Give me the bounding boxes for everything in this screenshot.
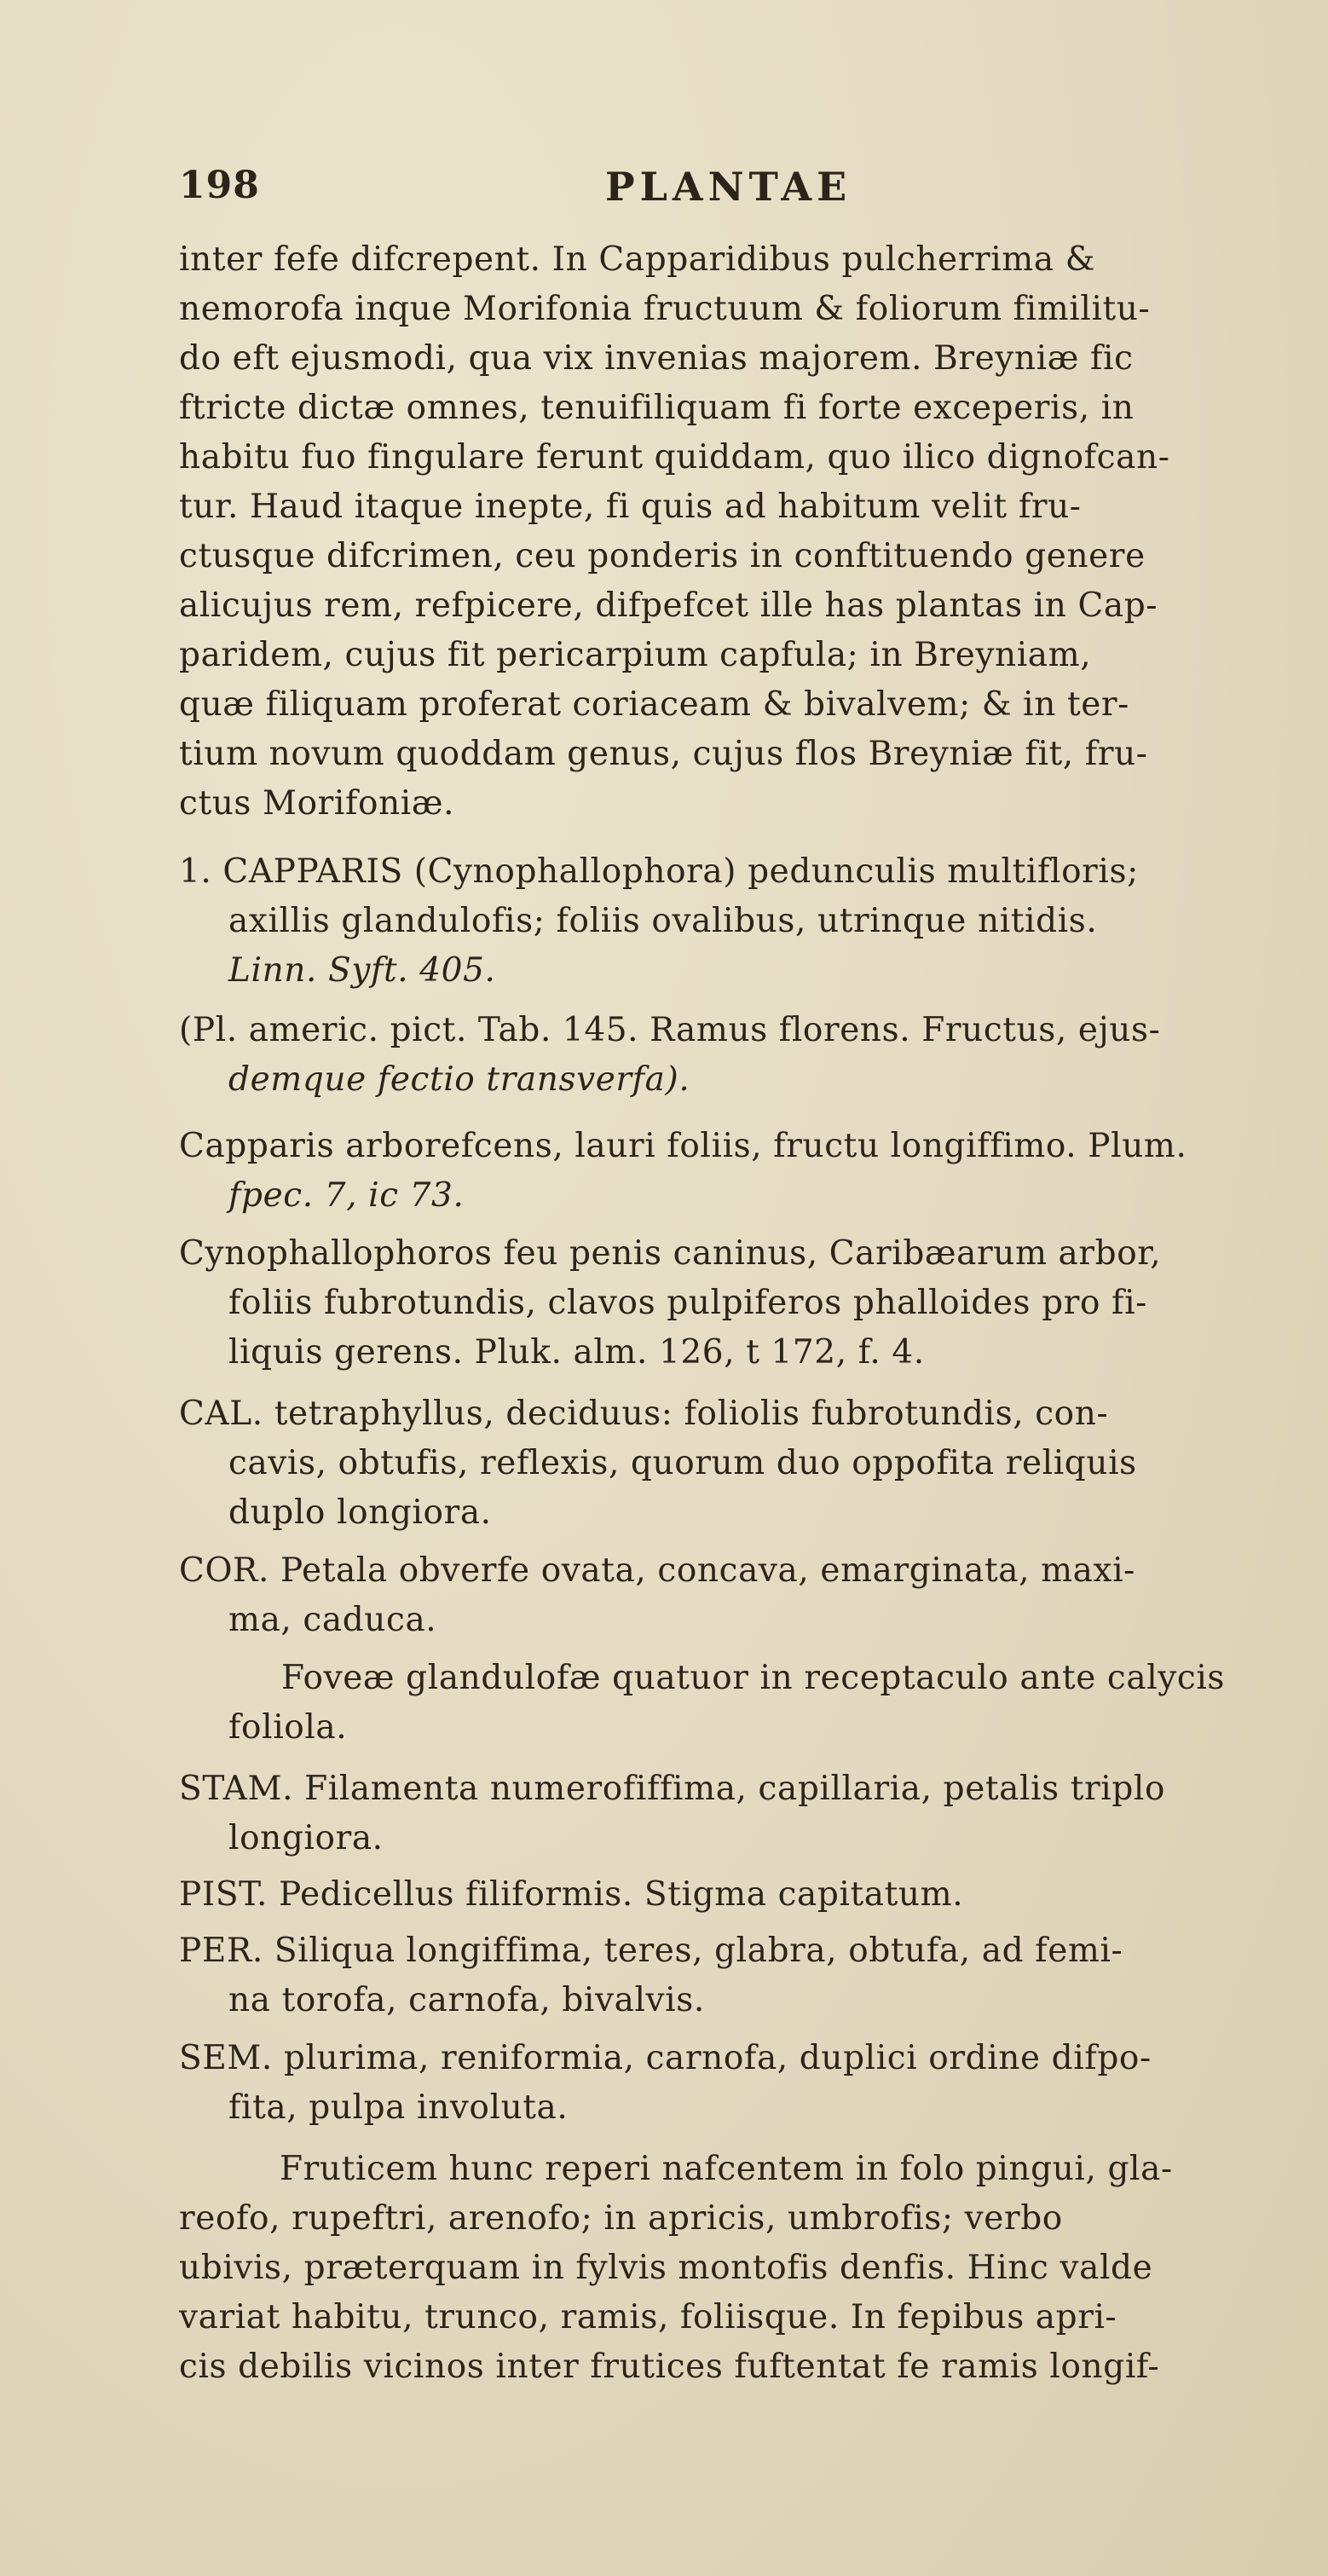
text-line: axillis glandulofis; foliis ovalibus, utrinque nitidis. <box>228 902 1098 940</box>
text-line: ubivis, præterquam in fylvis montofis denfis. Hinc valde <box>179 2249 1153 2287</box>
text-line: variat habitu, trunco, ramis, foliisque. In fepibus apri- <box>179 2298 1117 2336</box>
text-line: tium novum quoddam genus, cujus flos Breyniæ fit, fru- <box>179 735 1148 773</box>
text-line: paridem, cujus fit pericarpium capfula; in Breyniam, <box>179 636 1092 674</box>
text-line: foliis fubrotundis, clavos pulpiferos phalloides pro fi- <box>228 1284 1147 1322</box>
pistil-description: PIST. Pedicellus filiformis. Stigma capitatum. <box>179 1875 964 1914</box>
text-line: fita, pulpa involuta. <box>228 2088 569 2127</box>
species-heading: 1. CAPPARIS (Cynophallophora) pedunculis multifloris; <box>179 852 1139 891</box>
paragraph-start: Fruticem hunc reperi nafcentem in folo pingui, gla- <box>280 2150 1173 2188</box>
calyx-description: CAL. tetraphyllus, deciduus: foliolis fubrotundis, con- <box>179 1395 1109 1433</box>
text-line: quæ filiquam proferat coriaceam & bivalvem; & in ter- <box>179 685 1129 724</box>
page-number: 198 <box>179 164 260 207</box>
synonym-line: Capparis arborefcens, lauri foliis, fructu longiffimo. Plum. <box>179 1127 1187 1165</box>
text-line: cavis, obtufis, reflexis, quorum duo oppofita reliquis <box>228 1444 1137 1482</box>
page-header <box>179 164 1287 232</box>
text-line: reofo, rupeftri, arenofo; in apricis, umbrofis; verbo <box>179 2199 1063 2238</box>
running-title: PLANTAE <box>605 164 852 210</box>
citation-line: Linn. Syft. 405. <box>228 951 496 990</box>
text-line: ctusque difcrimen, ceu ponderis in conftituendo genere <box>179 537 1146 575</box>
text-line: tur. Haud itaque inepte, fi quis ad habitum velit fru- <box>179 488 1082 526</box>
text-line: foliola. <box>228 1708 348 1747</box>
text-line: inter fefe difcrepent. In Capparidibus pulcherrima & <box>179 240 1096 279</box>
text-line: Foveæ glandulofæ quatuor in receptaculo ante calycis <box>281 1659 1226 1697</box>
pericarp-description: PER. Siliqua longiffima, teres, glabra, obtufa, ad femi- <box>179 1932 1123 1970</box>
citation-line: fpec. 7, ic 73. <box>228 1176 465 1215</box>
text-line: liquis gerens. Pluk. alm. 126, t 172, f. 4. <box>228 1333 925 1372</box>
seed-description: SEM. plurima, reniformia, carnofa, duplici ordine difpo- <box>179 2039 1152 2077</box>
corolla-description: COR. Petala obverfe ovata, concava, emarginata, maxi- <box>179 1551 1135 1590</box>
text-line: cis debilis vicinos inter frutices fuftentat fe ramis longif- <box>179 2348 1160 2386</box>
text-line: na torofa, carnofa, bivalvis. <box>228 1981 705 2019</box>
synonym-line: Cynophallophoros feu penis caninus, Caribæarum arbor, <box>179 1234 1162 1273</box>
text-line: longiora. <box>228 1819 384 1857</box>
text-line: duplo longiora. <box>228 1493 492 1532</box>
text-line: alicujus rem, refpicere, difpefcet ille has plantas in Cap- <box>179 586 1158 625</box>
text-line: ctus Morifoniæ. <box>179 784 455 823</box>
text-line: do eft ejusmodi, qua vix invenias majorem. Breyniæ fic <box>179 339 1134 378</box>
text-line: ma, caduca. <box>228 1601 437 1639</box>
text-line: habitu fuo fingulare ferunt quiddam, quo ilico dignofcan- <box>179 438 1170 477</box>
text-line: (Pl. americ. pict. Tab. 145. Ramus florens. Fructus, ejus- <box>179 1011 1161 1049</box>
text-line: nemorofa inque Morifonia fructuum & foliorum fimilitu- <box>179 290 1151 328</box>
text-line: ftricte dictæ omnes, tenuifiliquam fi forte exceperis, in <box>179 389 1135 427</box>
stamen-description: STAM. Filamenta numerofiffima, capillaria, petalis triplo <box>179 1770 1166 1808</box>
text-line: demque fectio transverfa). <box>228 1060 690 1099</box>
